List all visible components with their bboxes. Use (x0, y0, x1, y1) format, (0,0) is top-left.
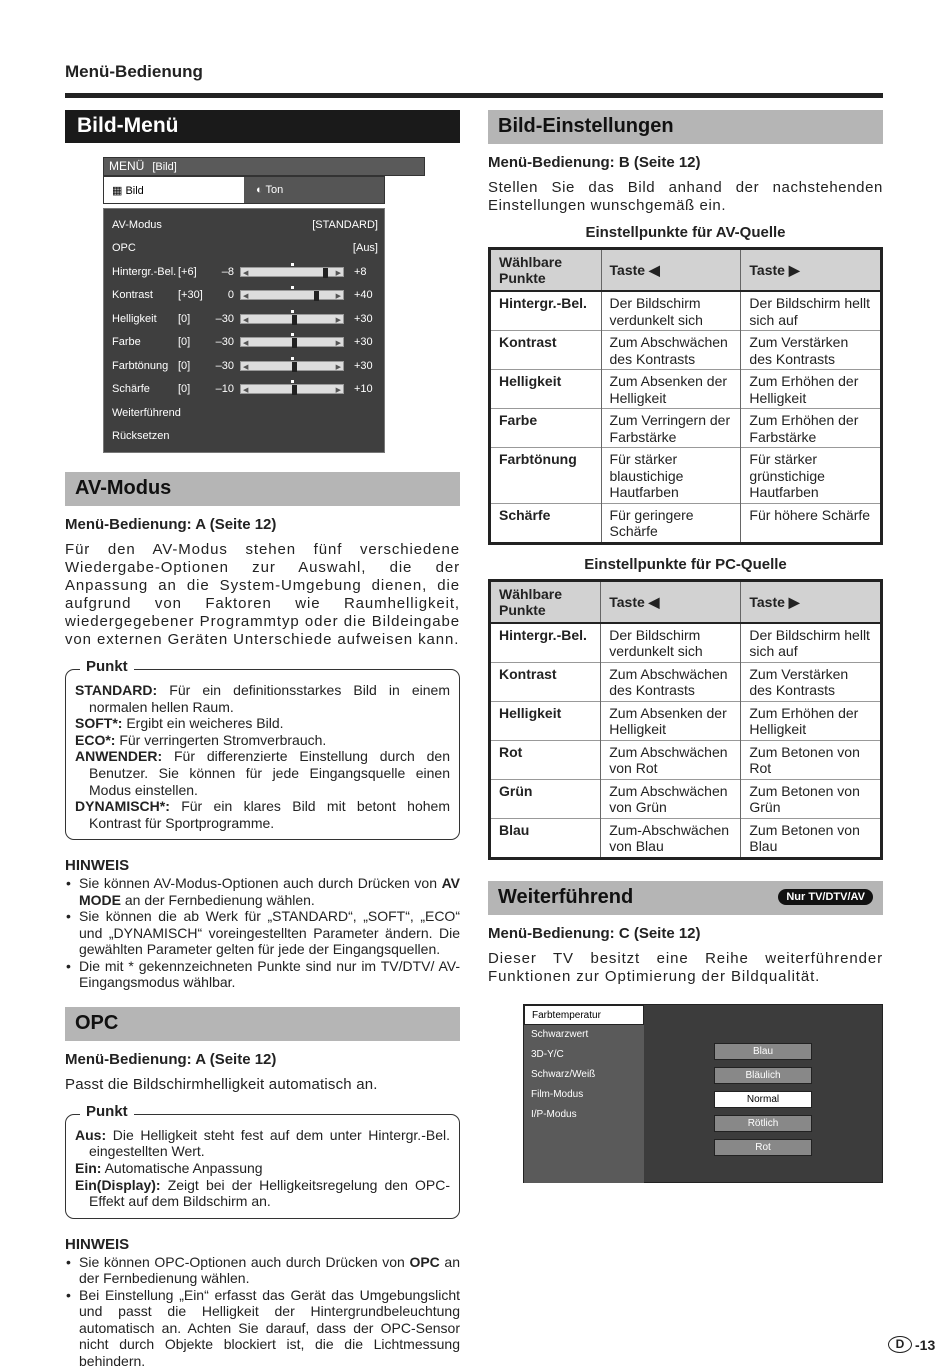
opc-hinweis-title: HINWEIS (65, 1235, 130, 1253)
punkt-desc: Zeigt bei der Helligkeitsregelung den OPC-Effekt auf dem Bildschirm an. (89, 1176, 450, 1210)
av-punkt-list (75, 682, 450, 831)
opc-punkt-box (65, 1102, 460, 1219)
table-header-cell: Wählbare Punkte (490, 580, 601, 623)
slider-center-mark (291, 333, 294, 336)
slider-right-arrow-icon: ▶ (335, 387, 341, 395)
table-cell: Zum Absenken der Helligkeit (601, 701, 741, 740)
table-cell: Helligkeit (490, 370, 602, 409)
table-row (490, 662, 882, 701)
opc-heading: OPC (65, 1007, 460, 1041)
tv-menu-sub: [Bild] (152, 161, 177, 173)
weiterfuehrend-title: Weiterführend (498, 885, 634, 908)
table-cell: Schärfe (490, 503, 602, 543)
slider-left-arrow-icon: ◀ (243, 340, 249, 348)
tv-menu-row (112, 260, 378, 284)
table-cell: Zum Betonen von Rot (741, 740, 882, 779)
punkt-desc: Für verringerten Stromverbrauch. (115, 731, 327, 748)
tv-row-value: [Aus] (352, 242, 378, 255)
table-row (490, 370, 882, 409)
table-header-row (490, 580, 882, 623)
hinweis-text: Sie können OPC-Optionen auch durch Drücken von (79, 1253, 410, 1270)
punkt-desc: Für ein klares Bild mit betont hohem Kontrast für Sportprogramme. (89, 798, 450, 831)
table-cell: Zum-Abschwächen von Blau (601, 818, 741, 858)
tv-row-label: Hintergr.-Bel. (112, 265, 177, 278)
av-modus-text: Für den AV-Modus stehen fünf verschiedene Wiedergabe-Optionen zur Auswahl, die der Anpassung an die System-Umgebung dienen, die aufgrund von Faktoren wie Raumhelligkeit, wiedergegebener Programmtyp oder die Bildeingabe von externen Geräten Unterschiede aufweisen kann. (65, 541, 460, 648)
tv-row-max: +40 (354, 289, 373, 302)
slider-knob (314, 291, 319, 301)
tab-bild-label: Bild (125, 185, 144, 197)
slider-left-arrow-icon: ◀ (243, 293, 249, 301)
tv-row-min: –8 (221, 265, 234, 278)
slider-right-arrow-icon: ▶ (335, 363, 341, 371)
table-cell: Der Bildschirm hellt sich auf (741, 623, 882, 663)
slider-center-mark (291, 310, 294, 313)
tv-slider (240, 267, 344, 277)
hinweis-key: AV MODE (79, 875, 460, 908)
tv-row-value: [STANDARD] (312, 218, 378, 231)
av-hinweis-list (65, 875, 460, 991)
punkt-item (75, 1160, 450, 1177)
tv-row-min: –30 (215, 359, 234, 372)
bild-einstellungen-heading: Bild-Einstellungen (488, 110, 883, 144)
slider-right-arrow-icon: ▶ (335, 293, 341, 301)
weiterfuehrend-menu-list (524, 1005, 644, 1183)
tv-row-setting: [0] (178, 336, 191, 349)
tv-row-min: –10 (215, 383, 234, 396)
table-row (490, 740, 882, 779)
av-punkt-title: Punkt (80, 659, 134, 676)
punkt-term: SOFT*: (75, 715, 123, 732)
av-source-table (488, 247, 883, 545)
slider-knob (292, 385, 297, 395)
tv-row-min: 0 (227, 289, 234, 302)
tv-only-badge: Nur TV/DTV/AV (778, 889, 873, 905)
tv-slider (240, 290, 344, 300)
table-cell: Zum Erhöhen der Helligkeit (741, 370, 882, 409)
punkt-item (75, 748, 450, 798)
tv-row-label: Farbtönung (112, 359, 169, 372)
punkt-item (75, 1177, 450, 1210)
picture-icon: ▦ (112, 185, 126, 197)
table-cell: Zum Verstärken des Kontrasts (741, 662, 882, 701)
punkt-item (75, 715, 450, 732)
table-row (490, 291, 882, 331)
opc-punkt-list (75, 1127, 450, 1210)
weiterfuehrend-heading (488, 881, 883, 915)
slider-knob (323, 268, 328, 278)
punkt-item (75, 682, 450, 715)
tv-row-label: OPC (112, 242, 136, 255)
table-cell: Kontrast (490, 331, 602, 370)
punkt-term: ANWENDER: (75, 748, 163, 765)
table-cell: Blau (490, 818, 601, 858)
hinweis-text-end: an der Fernbedienung wählen. (79, 1253, 460, 1287)
table-cell: Der Bildschirm hellt sich auf (741, 291, 882, 331)
punkt-term: STANDARD: (75, 682, 158, 698)
farbtemperatur-option: Normal (714, 1091, 812, 1108)
punkt-term: Ein(Display): (75, 1176, 161, 1193)
hinweis-text: Sie können AV-Modus-Optionen auch durch Drücken von (79, 875, 442, 892)
farbtemperatur-option: Rot (714, 1139, 812, 1156)
left-column (65, 110, 460, 1369)
page-num-value: -13 (915, 1336, 936, 1353)
tv-row-setting: [+6] (178, 265, 197, 278)
speaker-icon: ◐ (255, 184, 266, 196)
table-cell: Für höhere Schärfe (741, 503, 882, 543)
punkt-item (75, 1127, 450, 1160)
table-row (490, 409, 882, 448)
slider-center-mark (291, 286, 294, 289)
weiterfuehrend-sub: Menü-Bedienung: C (Seite 12) (488, 924, 701, 942)
slider-left-arrow-icon: ◀ (243, 387, 249, 395)
tv-menu-row (112, 237, 378, 261)
table-row (490, 818, 882, 858)
tv-slider (240, 314, 344, 324)
punkt-desc: Automatische Anpassung (101, 1160, 263, 1177)
tv-row-label: Kontrast (112, 289, 153, 302)
table-row (490, 779, 882, 818)
bild-einstellungen-sub: Menü-Bedienung: B (Seite 12) (488, 154, 701, 171)
punkt-desc: Ergibt ein weicheres Bild. (122, 715, 284, 732)
table-cell: Zum Absenken der Helligkeit (601, 370, 741, 409)
table-row (490, 503, 882, 543)
table-header-cell: Wählbare Punkte (490, 249, 602, 292)
tv-row-min: –30 (215, 336, 234, 349)
opc-sub: Menü-Bedienung: A (Seite 12) (65, 1050, 277, 1068)
tv-menu-tabs (103, 176, 385, 204)
table-header-cell: Taste ◀ (601, 249, 741, 292)
tv-row-max: +30 (354, 359, 373, 372)
opc-hinweis-list (65, 1254, 460, 1369)
table-cell: Für stärker grünstichige Hautfarben (741, 448, 882, 504)
weiterfuehrend-menu-item: I/P-Modus (531, 1108, 577, 1120)
hinweis-item (65, 1287, 460, 1369)
punkt-term: Aus: (75, 1126, 107, 1143)
tv-menu-label: MENÜ (109, 159, 145, 173)
table-cell: Hintergr.-Bel. (490, 623, 601, 663)
tv-row-label: Farbe (112, 336, 141, 349)
slider-knob (292, 315, 297, 325)
tv-menu-row (112, 284, 378, 308)
tv-menu-row (112, 307, 378, 331)
weiterfuehrend-menu-item: Farbtemperatur (524, 1005, 644, 1025)
table-header-cell: Taste ▶ (741, 580, 882, 623)
table-header-row (490, 249, 882, 292)
table-cell: Zum Erhöhen der Helligkeit (741, 701, 882, 740)
table-header-cell: Taste ▶ (741, 249, 882, 292)
tv-row-setting: [+30] (178, 289, 203, 302)
tv-row-label: Rücksetzen (112, 430, 170, 443)
tv-row-setting: [0] (178, 359, 191, 372)
tv-menu-row (112, 213, 378, 237)
punkt-item (75, 798, 450, 831)
punkt-term: ECO*: (75, 731, 116, 748)
hinweis-item (65, 1254, 460, 1287)
tv-menu-row (112, 331, 378, 355)
slider-right-arrow-icon: ▶ (335, 269, 341, 277)
weiterfuehrend-text: Dieser TV besitzt eine Reihe weiterführender Funktionen zur Optimierung der Bildqualität. (488, 949, 883, 985)
av-table-caption: Einstellpunkte für AV-Quelle (585, 224, 786, 241)
table-cell: Zum Betonen von Blau (741, 818, 882, 858)
punkt-term: Ein: (75, 1160, 102, 1177)
table-cell: Grün (490, 779, 601, 818)
table-cell: Für geringere Schärfe (601, 503, 741, 543)
punkt-desc: Die Helligkeit steht fest auf dem unter Hintergr.-Bel. eingestellten Wert. (89, 1126, 450, 1160)
tab-bild (104, 177, 244, 203)
punkt-term: DYNAMISCH*: (75, 798, 170, 815)
hinweis-text: Die mit * gekennzeichneten Punkte sind nur im TV/DTV/ AV-Eingangsmodus wählbar. (79, 957, 460, 991)
table-header-cell: Taste ◀ (601, 580, 741, 623)
slider-left-arrow-icon: ◀ (243, 316, 249, 324)
tv-row-label: AV-Modus (112, 218, 162, 231)
slider-left-arrow-icon: ◀ (243, 269, 249, 277)
table-cell: Der Bildschirm verdunkelt sich (601, 623, 741, 663)
table-cell: Zum Abschwächen des Kontrasts (601, 331, 741, 370)
page-header-title: Menü-Bedienung (65, 62, 203, 81)
tv-slider (240, 337, 344, 347)
right-column (488, 110, 883, 1183)
bild-menu-heading: Bild-Menü (65, 110, 460, 143)
table-cell: Zum Abschwächen von Grün (601, 779, 741, 818)
punkt-desc: Für ein definitionsstarkes Bild in einem normalen hellen Raum. (89, 682, 450, 715)
tv-slider (240, 361, 344, 371)
slider-knob (292, 338, 297, 348)
table-cell: Zum Verstärken des Kontrasts (741, 331, 882, 370)
page-number (888, 1336, 935, 1353)
slider-center-mark (291, 263, 294, 266)
table-cell: Kontrast (490, 662, 601, 701)
hinweis-text: Sie können die ab Werk für „STANDARD“, „SOFT“, „ECO“ und „DYNAMISCH“ voreingestellten Parameter ändern. Die gewählten Parameter gelten für jede der Eingangsquellen. (79, 908, 460, 958)
hinweis-item (65, 908, 460, 958)
slider-right-arrow-icon: ▶ (335, 340, 341, 348)
weiterfuehrend-screenshot (523, 1004, 883, 1183)
tab-ton-label: Ton (265, 184, 284, 196)
tv-row-setting: [0] (178, 312, 191, 325)
slider-center-mark (291, 357, 294, 360)
farbtemperatur-option: Rötlich (714, 1115, 812, 1132)
table-cell: Zum Betonen von Grün (741, 779, 882, 818)
tv-row-label: Helligkeit (112, 312, 157, 325)
table-cell: Helligkeit (490, 701, 601, 740)
av-modus-heading: AV-Modus (65, 472, 460, 506)
tv-menu-row (112, 425, 378, 449)
weiterfuehrend-menu-item: Schwarzwert (531, 1028, 589, 1040)
hinweis-key: OPC (409, 1253, 440, 1270)
table-cell: Farbe (490, 409, 602, 448)
tv-menu-topbar (103, 157, 425, 176)
weiterfuehrend-menu-item: 3D-Y/C (531, 1048, 564, 1060)
punkt-desc: Für differenzierte Einstellung durch den Benutzer. Sie können für jede Eingangsquelle einen Modus einstellen. (89, 748, 450, 798)
table-row (490, 701, 882, 740)
table-cell: Zum Abschwächen von Rot (601, 740, 741, 779)
table-cell: Farbtönung (490, 448, 602, 504)
av-punkt-box (65, 658, 460, 840)
pc-table-caption: Einstellpunkte für PC-Quelle (584, 555, 787, 573)
tv-slider (240, 384, 344, 394)
tv-menu-row (112, 378, 378, 402)
av-modus-sub: Menü-Bedienung: A (Seite 12) (65, 516, 277, 533)
table-cell: Zum Verringern der Farbstärke (601, 409, 741, 448)
tab-ton (244, 177, 384, 203)
tv-row-min: –30 (215, 312, 234, 325)
table-cell: Zum Abschwächen des Kontrasts (601, 662, 741, 701)
opc-text: Passt die Bildschirmhelligkeit automatisch an. (65, 1075, 378, 1093)
tv-row-max: +30 (354, 312, 373, 325)
tv-menu-row (112, 401, 378, 425)
weiterfuehrend-menu-item: Schwarz/Weiß (531, 1068, 596, 1080)
page-letter: D (888, 1336, 912, 1353)
table-cell: Der Bildschirm verdunkelt sich (601, 291, 741, 331)
header-rule (65, 93, 883, 98)
punkt-item (75, 732, 450, 749)
tv-menu-screenshot (103, 157, 425, 453)
table-row (490, 331, 882, 370)
slider-knob (292, 362, 297, 372)
hinweis-item (65, 875, 460, 908)
table-row (490, 448, 882, 504)
slider-left-arrow-icon: ◀ (243, 363, 249, 371)
farbtemperatur-option: Bläulich (714, 1067, 812, 1084)
table-cell: Rot (490, 740, 601, 779)
slider-right-arrow-icon: ▶ (335, 316, 341, 324)
tv-row-setting: [0] (178, 383, 191, 396)
hinweis-text: Bei Einstellung „Ein“ erfasst das Gerät das Umgebungslicht und passt die Helligkeit der Hintergrundbeleuchtung automatisch an. Achten Sie darauf, dass der OPC-Sensor nicht durch Objekte blockiert ist, die die Lichtmessung behindern. (79, 1286, 460, 1369)
hinweis-text-end: an der Fernbedienung wählen. (121, 891, 315, 908)
table-cell: Für stärker blaustichige Hautfarben (601, 448, 741, 504)
weiterfuehrend-menu-item: Film-Modus (531, 1088, 584, 1100)
opc-punkt-title: Punkt (80, 1104, 134, 1121)
bild-einstellungen-text: Stellen Sie das Bild anhand der nachstehenden Einstellungen wunschgemäß ein. (488, 179, 883, 214)
table-cell: Hintergr.-Bel. (490, 291, 602, 331)
tv-menu-panel (103, 208, 385, 453)
pc-source-table (488, 579, 883, 860)
tv-row-max: +10 (354, 383, 373, 396)
table-cell: Zum Erhöhen der Farbstärke (741, 409, 882, 448)
table-row (490, 623, 882, 663)
tv-row-max: +30 (354, 336, 373, 349)
tv-row-max: +8 (354, 265, 367, 278)
hinweis-item (65, 958, 460, 991)
av-hinweis-title: HINWEIS (65, 857, 130, 875)
tv-menu-row (112, 354, 378, 378)
tv-row-label: Schärfe (112, 383, 150, 396)
tv-row-label: Weiterführend (112, 406, 181, 419)
slider-center-mark (291, 380, 294, 383)
farbtemperatur-option: Blau (714, 1043, 812, 1060)
